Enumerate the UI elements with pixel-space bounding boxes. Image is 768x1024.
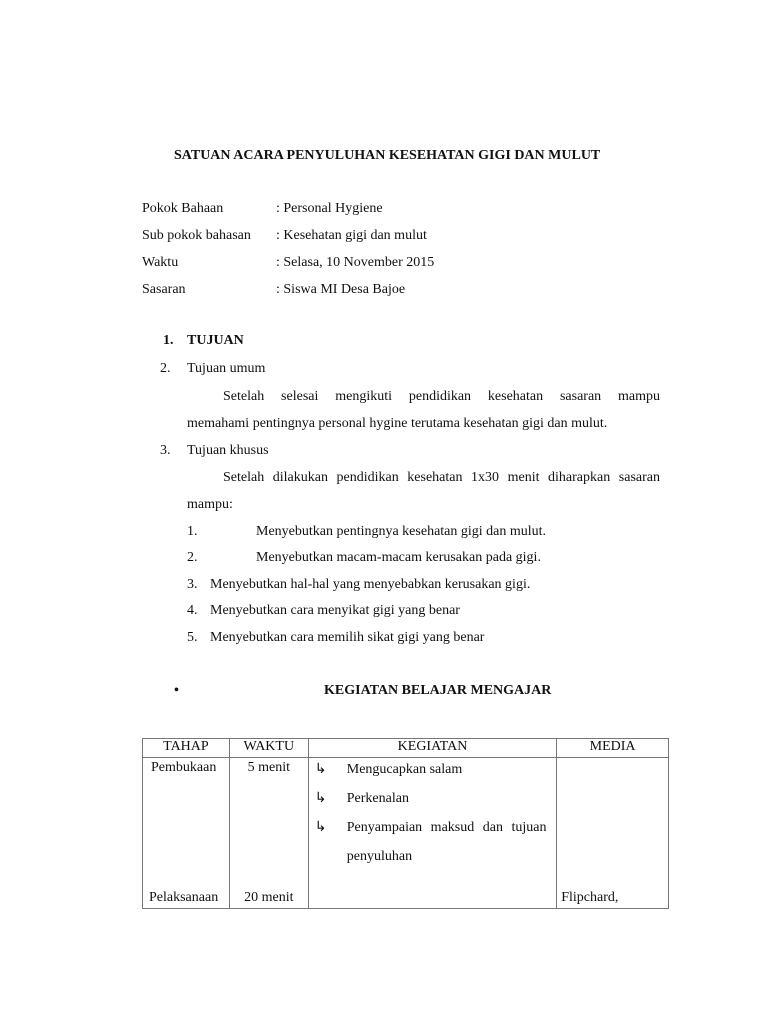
arrow-bullet-icon: ↳ — [314, 791, 327, 806]
info-value: : Kesehatan gigi dan mulut — [276, 228, 427, 243]
list-number: 4. — [187, 603, 198, 618]
activity-item: penyuluhan — [346, 849, 413, 864]
list-number: 3. — [187, 577, 198, 592]
section-heading: TUJUAN — [187, 333, 244, 348]
info-value: : Selasa, 10 November 2015 — [276, 255, 435, 270]
paragraph-line: memahami pentingnya personal hygine terutama kesehatan gigi dan mulut. — [187, 416, 608, 431]
info-label: Pokok Bahaan — [142, 201, 224, 216]
activity-item: ↳ Penyampaian maksud dan tujuan — [315, 816, 550, 845]
cell-waktu: 20 menit — [244, 890, 294, 905]
subheading: Tujuan umum — [187, 361, 266, 376]
cell-tahap: Pembukaan — [151, 760, 217, 775]
list-number: 3. — [160, 443, 171, 458]
cell-tahap: Pelaksanaan — [149, 890, 219, 905]
cell-media: Flipchard, — [561, 890, 619, 905]
bullet: • — [174, 683, 179, 698]
header-tahap: TAHAP — [143, 739, 230, 758]
arrow-bullet-icon: ↳ — [314, 820, 327, 835]
list-number: 5. — [187, 630, 198, 645]
activity-item: ↳ Mengucapkan salam — [315, 758, 550, 787]
list-item: Menyebutkan macam-macam kerusakan pada gigi. — [256, 550, 541, 565]
list-number: 2. — [160, 361, 171, 376]
list-number: 1. — [187, 524, 198, 539]
table-header-row — [143, 739, 669, 758]
activity-table — [142, 738, 669, 909]
activity-item: ↳ Perkenalan — [315, 787, 550, 816]
list-number: 2. — [187, 550, 198, 565]
info-label: Waktu — [142, 255, 179, 270]
cell-waktu: 5 menit — [247, 760, 290, 775]
header-kegiatan: KEGIATAN — [308, 739, 556, 758]
list-item: Menyebutkan cara memilih sikat gigi yang benar — [210, 630, 485, 645]
section-number: 1. — [163, 333, 174, 348]
header-waktu: WAKTU — [229, 739, 308, 758]
paragraph-line: mampu: — [187, 497, 233, 512]
arrow-bullet-icon: ↳ — [314, 762, 327, 777]
table-row — [143, 758, 669, 909]
info-label: Sub pokok bahasan — [142, 228, 251, 243]
subheading: Tujuan khusus — [187, 443, 269, 458]
list-item: Menyebutkan cara menyikat gigi yang benar — [210, 603, 460, 618]
paragraph-line: Setelah selesai mengikuti pendidikan kesehatan sasaran mampu — [223, 389, 660, 404]
list-item: Menyebutkan pentingnya kesehatan gigi dan mulut. — [256, 524, 547, 539]
paragraph-line: Setelah dilakukan pendidikan kesehatan 1x30 menit diharapkan sasaran — [223, 470, 660, 485]
info-value: : Personal Hygiene — [276, 201, 383, 216]
document-title: SATUAN ACARA PENYULUHAN KESEHATAN GIGI DAN MULUT — [174, 148, 601, 163]
info-label: Sasaran — [142, 282, 186, 297]
list-item: Menyebutkan hal-hal yang menyebabkan kerusakan gigi. — [210, 577, 531, 592]
info-value: : Siswa MI Desa Bajoe — [276, 282, 406, 297]
section-heading: KEGIATAN BELAJAR MENGAJAR — [324, 683, 552, 698]
header-media: MEDIA — [557, 739, 669, 758]
